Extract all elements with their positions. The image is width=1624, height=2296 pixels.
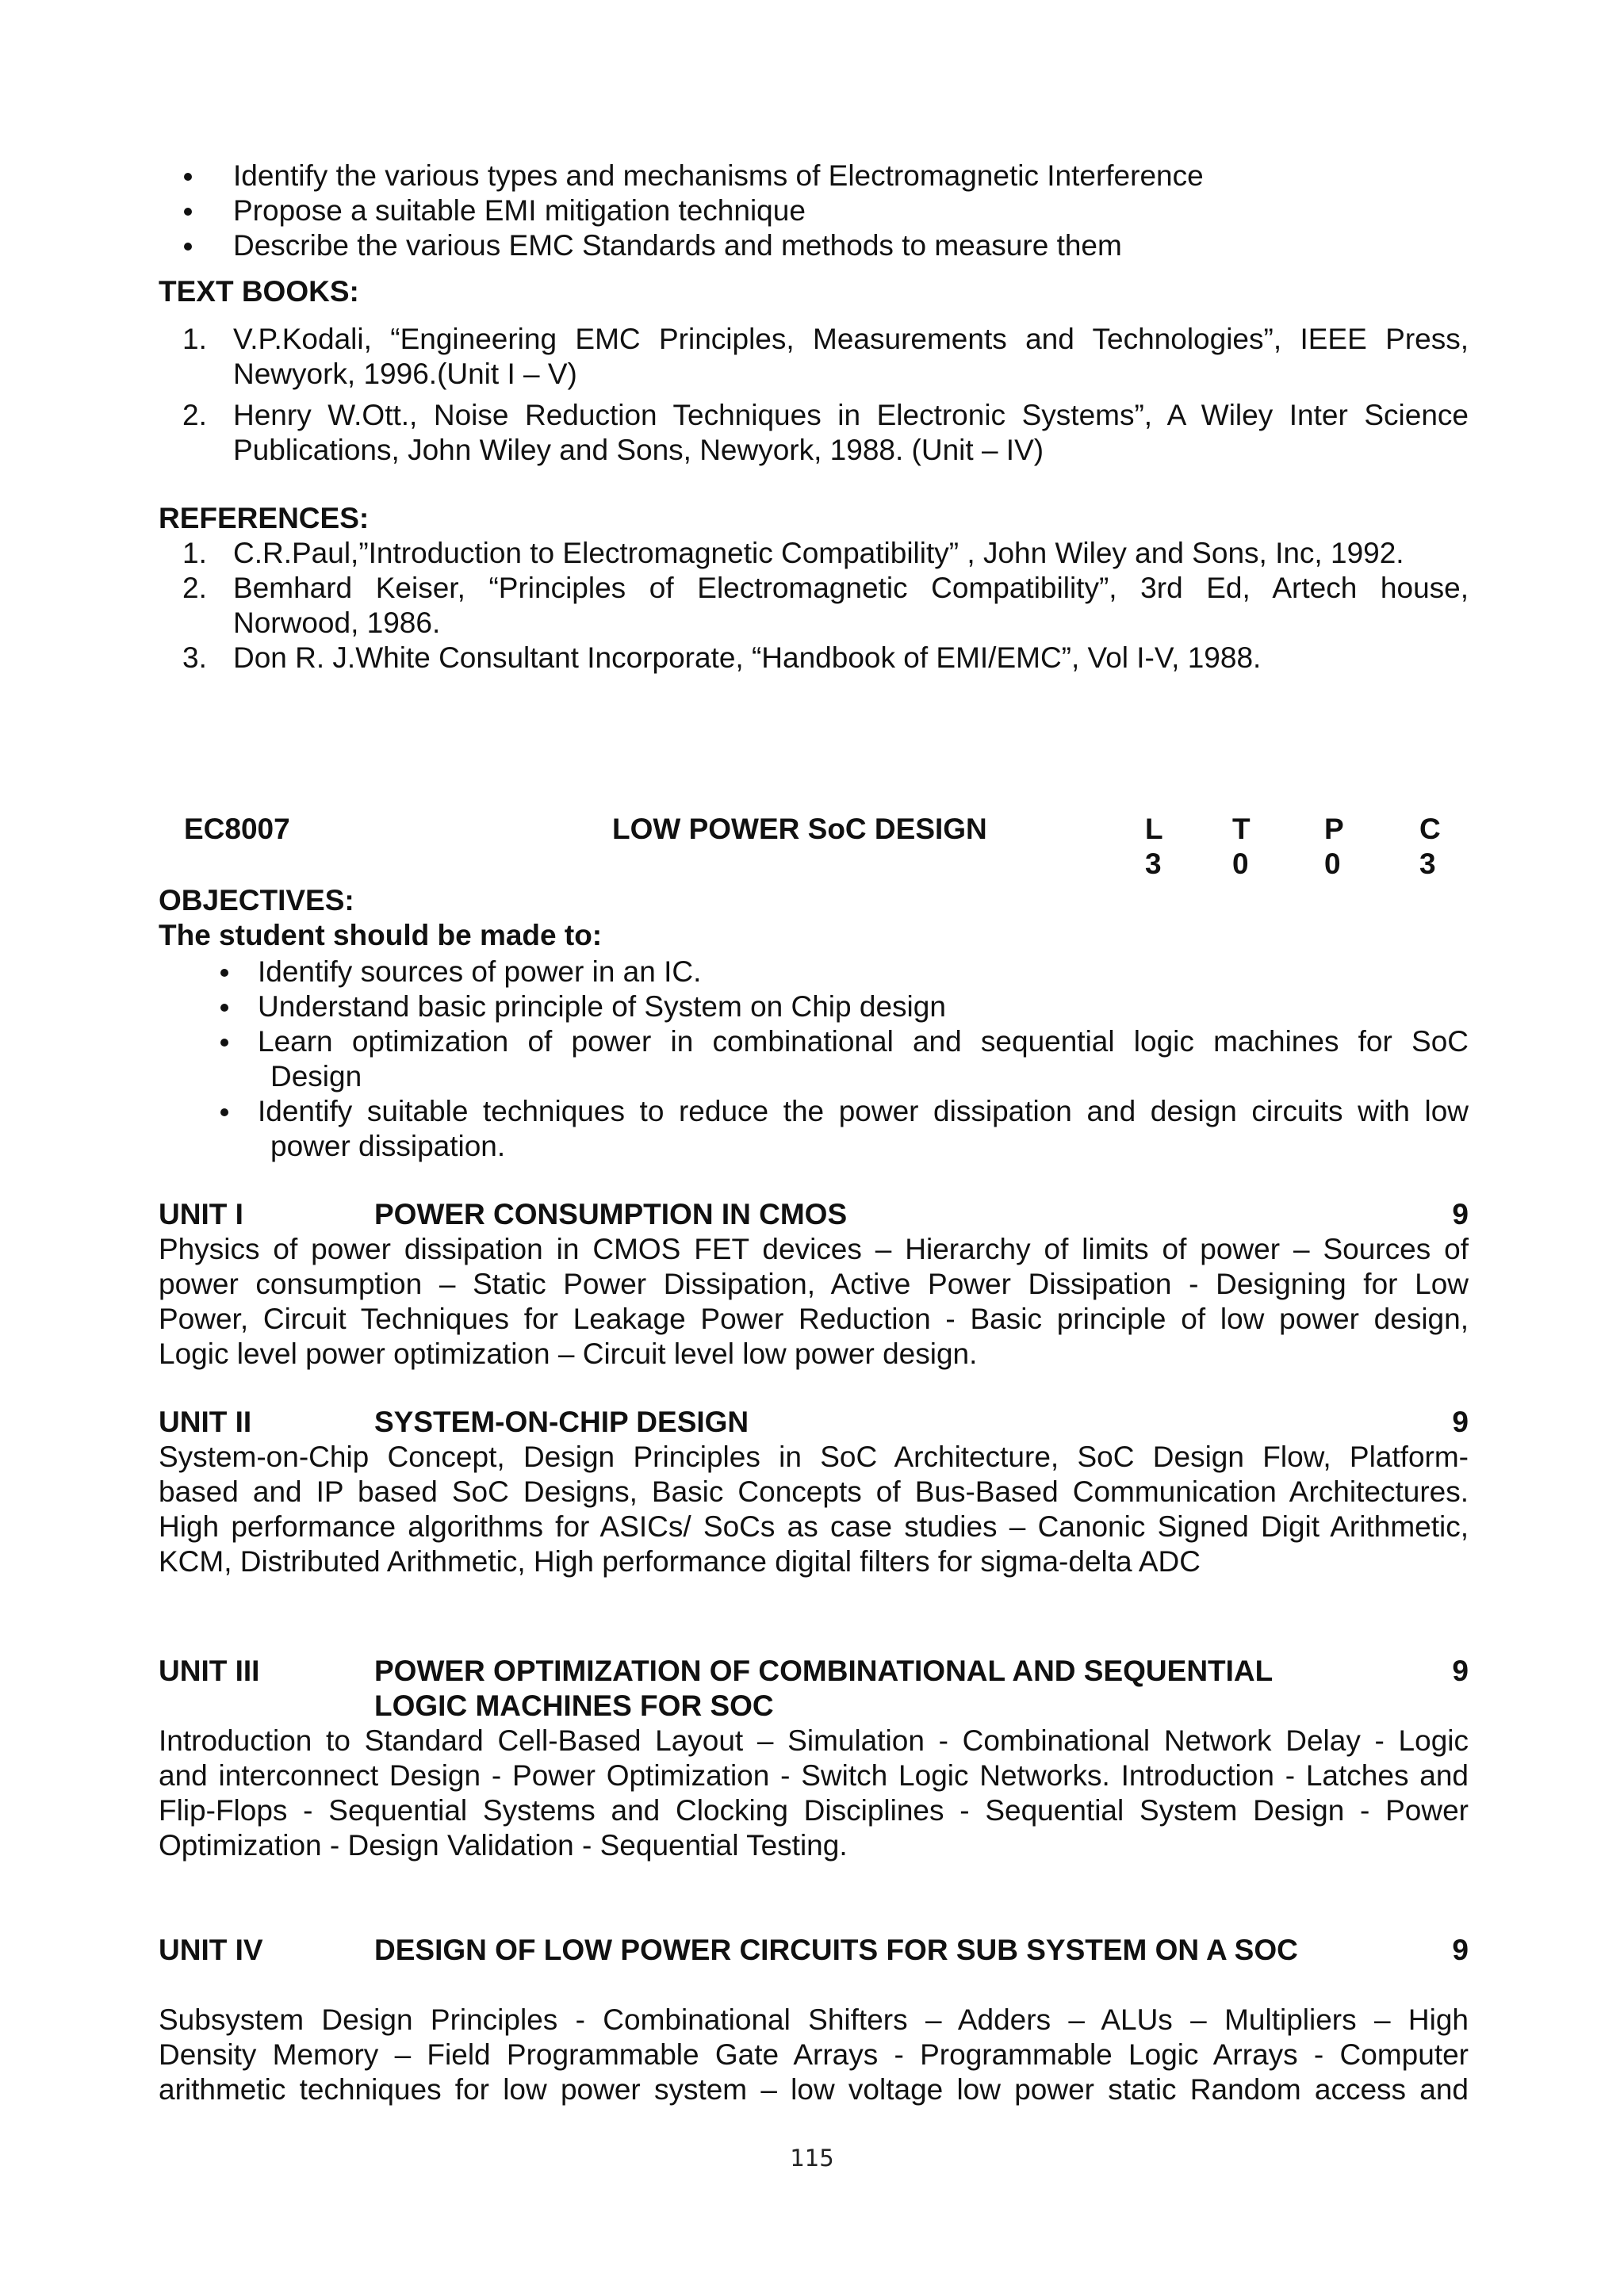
unit-description: System-on-Chip Concept, Design Principles in SoC Architecture, SoC Design Flow, Platform- based and IP based SoC Designs, Basic Concepts of Bus-Based Communication Architectures. High performance algorithms for ASICs/ SoCs as case studies – Canonic Signed Digit Arithmetic, KCM, Distributed Arithmetic, High performance digital filters for sigma-delta ADC bbox=[159, 1441, 1469, 1578]
unit-description: Physics of power dissipation in CMOS FET devices – Hierarchy of limits of power – Sources of power consumption – Static Power Dissipation, Active Power Dissipation - Designing for Low Power, Circuit Techniques for Leakage Power Reduction - Basic principle of low power design, Logic level power optimization – Circuit level low power design. bbox=[159, 1233, 1469, 1370]
bullet-icon bbox=[220, 1108, 228, 1116]
ltpc-label-l: L bbox=[1145, 813, 1163, 845]
ltpc-value-t: 0 bbox=[1232, 848, 1249, 880]
list-item: 1. C.R.Paul,”Introduction to Electromagnetic Compatibility” , John Wiley and Sons, Inc, 1992. bbox=[182, 537, 1404, 569]
list-item: 2. Bemhard Keiser, “Principles of Electromagnetic Compatibility”, 3rd Ed, Artech house, Norwood, 1986. bbox=[182, 572, 1469, 639]
references-heading: REFERENCES: bbox=[159, 502, 370, 534]
ltpc-label-t: T bbox=[1232, 813, 1251, 845]
bullet-icon bbox=[184, 208, 192, 216]
list-item: Identify the various types and mechanisms of Electromagnetic Interference bbox=[159, 159, 1469, 193]
unit-description: Subsystem Design Principles - Combinational Shifters – Adders – ALUs – Multipliers – High Density Memory – Field Programmable Gate Arrays - Programmable Logic Arrays - Computer arithmetic techniques for low power system – low voltage low power static Random access and bbox=[159, 2003, 1469, 2106]
ltpc-value-p: 0 bbox=[1324, 848, 1341, 880]
ltpc-label-p: P bbox=[1324, 813, 1344, 845]
objectives-heading: OBJECTIVES: bbox=[159, 884, 354, 916]
course-title: LOW POWER SoC DESIGN bbox=[612, 813, 987, 845]
list-item: Learn optimization of power in combinational and sequential logic machines for SoC Design bbox=[159, 1024, 1469, 1094]
ltpc-value-c: 3 bbox=[1419, 848, 1436, 880]
list-item: 1. V.P.Kodali, “Engineering EMC Principles, Measurements and Technologies”, IEEE Press, Newyork, 1996.(Unit I – V) bbox=[182, 323, 1469, 390]
text-books-heading: TEXT BOOKS: bbox=[159, 275, 359, 308]
references-list bbox=[159, 536, 1469, 675]
ltpc-label-c: C bbox=[1419, 813, 1441, 845]
ltpc-value-l: 3 bbox=[1145, 848, 1162, 880]
list-item: 3. Don R. J.White Consultant Incorporate, “Handbook of EMI/EMC”, Vol I-V, 1988. bbox=[182, 641, 1262, 674]
page-number: 115 bbox=[790, 2145, 834, 2172]
bullet-icon bbox=[220, 1004, 228, 1012]
bullet-icon bbox=[220, 1039, 228, 1047]
list-item: Identify suitable techniques to reduce the power dissipation and design circuits with low power dissipation. bbox=[159, 1094, 1469, 1164]
bullet-icon bbox=[184, 243, 192, 251]
list-item: Propose a suitable EMI mitigation technique bbox=[159, 193, 1469, 228]
text-books-list bbox=[159, 322, 1469, 468]
objectives-list bbox=[159, 955, 1469, 1164]
intro-bullet-list bbox=[159, 159, 1469, 263]
list-item: Understand basic principle of System on Chip design bbox=[159, 989, 1469, 1024]
list-item: Describe the various EMC Standards and methods to measure them bbox=[159, 228, 1469, 263]
objectives-subheading: The student should be made to: bbox=[159, 919, 603, 951]
list-item: Identify sources of power in an IC. bbox=[159, 955, 1469, 989]
list-item: 2. Henry W.Ott., Noise Reduction Techniques in Electronic Systems”, A Wiley Inter Science Publications, John Wiley and Sons, Newyork, 1988. (Unit – IV) bbox=[182, 399, 1469, 466]
bullet-icon bbox=[184, 173, 192, 181]
course-code: EC8007 bbox=[184, 813, 290, 845]
unit-description: Introduction to Standard Cell-Based Layout – Simulation - Combinational Network Delay - Logic and interconnect Design - Power Optimization - Switch Logic Networks. Introduction - Latches and Flip-Flops - Sequential Systems and Clocking Disciplines - Sequential System Design - Power Optimization - Design Validation - Sequential Testing. bbox=[159, 1724, 1469, 1862]
bullet-icon bbox=[220, 969, 228, 977]
document-page: Identify the various types and mechanisms of Electromagnetic Interference Propose a suitable EMI mitigation technique Describe the various EMC Standards and methods to measure them TEXT BOOKS: 1. V.P.Kodali, “Engineering EMC Principles, Measurements and Technologies”, IEEE Press, Newyork, 1996.(Unit I – V) 2. Henry W.Ott., Noise Reduction Techniques in Electronic Systems”, A Wiley Inter Science Publications, John Wiley and Sons, Newyork, 1988. (Unit – IV) REFERENCES: 1. C.R.Paul,”Introduction to Electromagnetic Compatibility” , John Wiley and Sons, Inc, 1992. 2. Bemhard Keiser, “Principles of Electromagnetic Compatibility”, 3rd Ed, Artech house, Norwood, 1986. 3. Don R. J.White Consultant Incorporate, “Handbook of EMI/EMC”, Vol I-V, 1988. EC8007 LOW POWER SoC DESIGN L T P C 3 0 0 3 OBJECTIVES: The student should be made to: Identify sources of power in an IC. Understand basic principle of System on Chip design Learn optimization of power in combinational and sequential logic machines for SoC Design Identify suitable techniques to reduce the power dissipation and design circuits with low power dissipation. UNIT I POWER CONSUMPTION IN CMOS 9 Physics of power dissipation in CMOS FET devices – Hierarchy of limits of power – Sources of power consumption – Static Power Dissipation, Active Power Dissipation - Designing for Low Power, Circuit Techniques for Leakage Power Reduction - Basic principle of low power design, Logic level power optimization – Circuit level low power design. UNIT II SYSTEM-ON-CHIP DESIGN 9 System-on-Chip Concept, Design Principles in SoC Architecture, SoC Design Flow, Platform- based and IP based SoC Designs, Basic Concepts of Bus-Based Communication Architectures. High performance algorithms for ASICs/ SoCs as case studies – Canonic Signed Digit Arithmetic, KCM, Distributed Arithmetic, High performance digital filters for sigma-delta ADC UNIT III POWER OPTIMIZATION OF COMBINATIONAL AND SEQUENTIAL LOGIC MACHINES FOR SOC 9 Introduction to Standard Cell-Based Layout – Simulation - Combinational Network Delay - Logic and interconnect Design - Power Optimization - Switch Logic Networks. Introduction - Latches and Flip-Flops - Sequential Systems and Clocking Disciplines - Sequential System Design - Power Optimization - Design Validation - Sequential Testing. UNIT IV DESIGN OF LOW POWER CIRCUITS FOR SUB SYSTEM ON A SOC 9 Subsystem Design Principles - Combinational Shifters – Adders – ALUs – Multipliers – High Density Memory – Field Programmable Gate Arrays - Programmable Logic Arrays - Computer arithmetic techniques for low power system – low voltage low power static Random access and bbox=[159, 159, 1469, 2106]
